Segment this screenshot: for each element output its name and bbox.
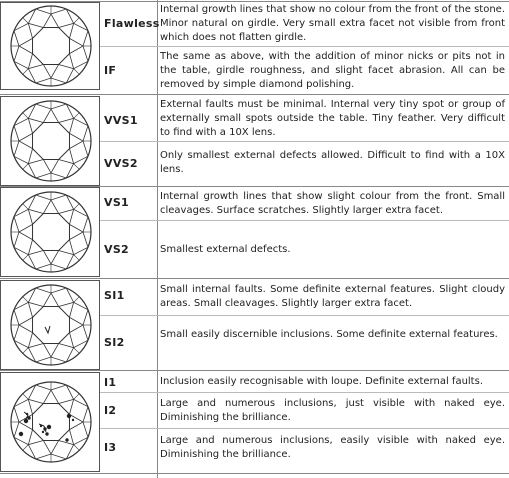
diamond-diagram-clean [5,4,97,88]
diagram-box-si [0,280,100,370]
row-divider [0,1,509,2]
grade-description: Smallest external defects. [160,244,291,255]
row-divider [100,315,509,316]
row-divider [100,428,509,429]
diagram-box-flawless-if [0,2,100,90]
diamond-diagram-small-inclusion [5,283,97,367]
row-divider [0,186,509,187]
row-divider [100,392,509,393]
grade-label: I2 [104,404,117,417]
diamond-diagram-clean [5,190,97,274]
grade-description: Small internal faults. Some definite external features. Slight cloudy areas. Small cleavages. Slightly larger extra facet. [160,284,505,309]
grade-label: VS1 [104,196,129,209]
row-divider [0,370,509,371]
grade-label: VS2 [104,243,129,256]
grade-description: Inclusion easily recognisable with loupe. Definite external faults. [160,376,483,387]
row-divider [100,141,509,142]
diagram-box-vvs [0,96,100,186]
grade-description: Internal growth lines that show slight colour from the front. Small cleavages. Surface scratches. Slightly larger extra facet. [160,191,505,216]
grade-description: Large and numerous inclusions, just visible with naked eye. Diminishing the brilliance. [160,398,505,423]
diagram-box-vs [0,187,100,277]
grade-label: I3 [104,441,117,454]
diamond-diagram-clean [5,99,97,183]
grade-label: IF [104,64,117,77]
diamond-diagram-large-inclusions [5,380,97,464]
row-divider [100,46,509,47]
grade-description: Internal growth lines that show no colour from the front of the stone. Minor natural on girdle. Very small extra facet not visible from front which does not flatten girdle. [160,4,505,43]
row-divider [0,473,509,474]
grade-label: Flawless [104,17,160,30]
grade-label: VVS1 [104,114,138,127]
row-divider [0,278,509,279]
grade-description: Large and numerous inclusions, easily visible with naked eye. Diminishing the brilliance. [160,435,505,460]
grade-label: SI2 [104,336,125,349]
row-divider [100,220,509,221]
grade-label: VVS2 [104,157,138,170]
row-divider [0,94,509,95]
grade-label: SI1 [104,289,125,302]
grade-label: I1 [104,376,117,389]
grade-description: Small easily discernible inclusions. Some definite external features. [160,329,498,340]
column-divider [157,0,158,478]
diagram-box-i [0,372,100,472]
grade-description: The same as above, with the addition of minor nicks or pits not in the table, girdle roughness, and slight facet abrasion. All can be removed by simple diamond polishing. [160,51,505,90]
grade-description: External faults must be minimal. Internal very tiny spot or group of externally small spots outside the table. Tiny feather. Very difficult to find with a 10X lens. [160,99,505,138]
grade-description: Only smallest external defects allowed. Difficult to find with a 10X lens. [160,150,505,175]
